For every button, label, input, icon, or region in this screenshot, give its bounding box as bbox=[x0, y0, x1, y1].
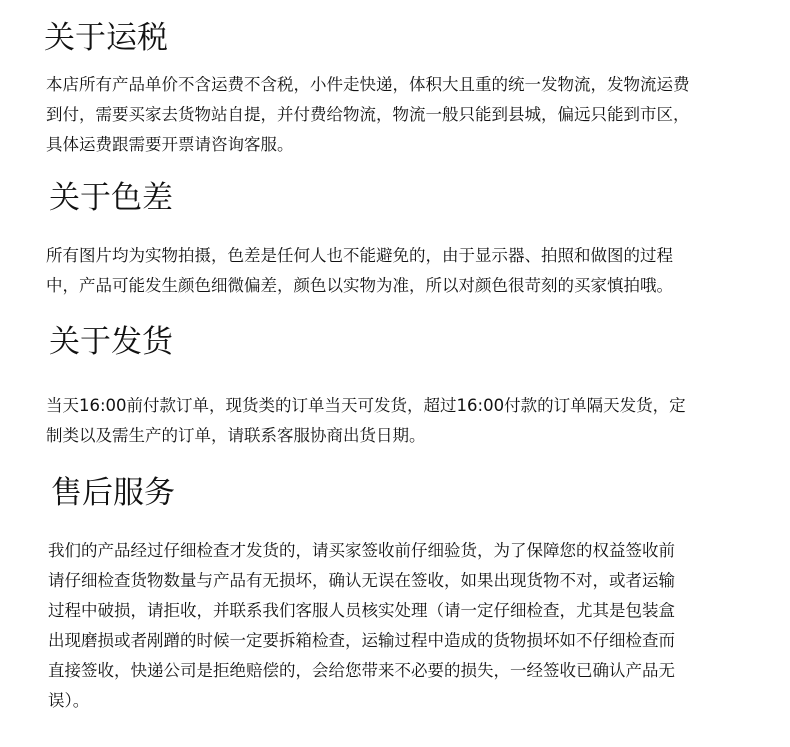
text-line: 中，产品可能发生颜色细微偏差，颜色以实物为准，所以对颜色很苛刻的买家慎拍哦。 bbox=[46, 276, 673, 295]
text-line: 所有图片均为实物拍摄，色差是任何人也不能避免的，由于显示器、拍照和做图的过程 bbox=[46, 246, 673, 265]
section-body-after-sales bbox=[48, 536, 675, 716]
section-title-shipping-tax: 关于运税 bbox=[44, 20, 168, 56]
text-line: 具体运费跟需要开票请咨询客服。 bbox=[46, 135, 294, 154]
text-line: 请仔细检查货物数量与产品有无损坏，确认无误在签收，如果出现货物不对，或者运输 bbox=[48, 571, 675, 590]
section-title-color-difference: 关于色差 bbox=[49, 180, 173, 216]
section-title-after-sales: 售后服务 bbox=[51, 475, 175, 511]
text-line: 当天16:00前付款订单，现货类的订单当天可发货，超过16:00付款的订单隔天发货，定 bbox=[46, 396, 686, 415]
text-line: 我们的产品经过仔细检查才发货的，请买家签收前仔细验货，为了保障您的权益签收前 bbox=[48, 541, 675, 560]
section-title-delivery: 关于发货 bbox=[49, 324, 173, 360]
text-line: 出现磨损或者剐蹭的时候一定要拆箱检查，运输过程中造成的货物损坏如不仔细检查而 bbox=[48, 631, 675, 650]
text-line: 本店所有产品单价不含运费不含税，小件走快递，体积大且重的统一发物流，发物流运费 bbox=[46, 75, 690, 94]
text-line: 直接签收，快递公司是拒绝赔偿的，会给您带来不必要的损失，一经签收已确认产品无 bbox=[48, 661, 675, 680]
section-body-shipping-tax bbox=[46, 70, 690, 160]
text-line: 过程中破损，请拒收，并联系我们客服人员核实处理（请一定仔细检查，尤其是包装盒 bbox=[48, 601, 675, 620]
text-line: 到付，需要买家去货物站自提，并付费给物流，物流一般只能到县城，偏远只能到市区， bbox=[46, 105, 690, 124]
section-body-delivery bbox=[46, 391, 686, 451]
text-line: 制类以及需生产的订单，请联系客服协商出货日期。 bbox=[46, 426, 426, 445]
section-body-color-difference bbox=[46, 241, 673, 301]
text-line: 误）。 bbox=[48, 691, 90, 710]
